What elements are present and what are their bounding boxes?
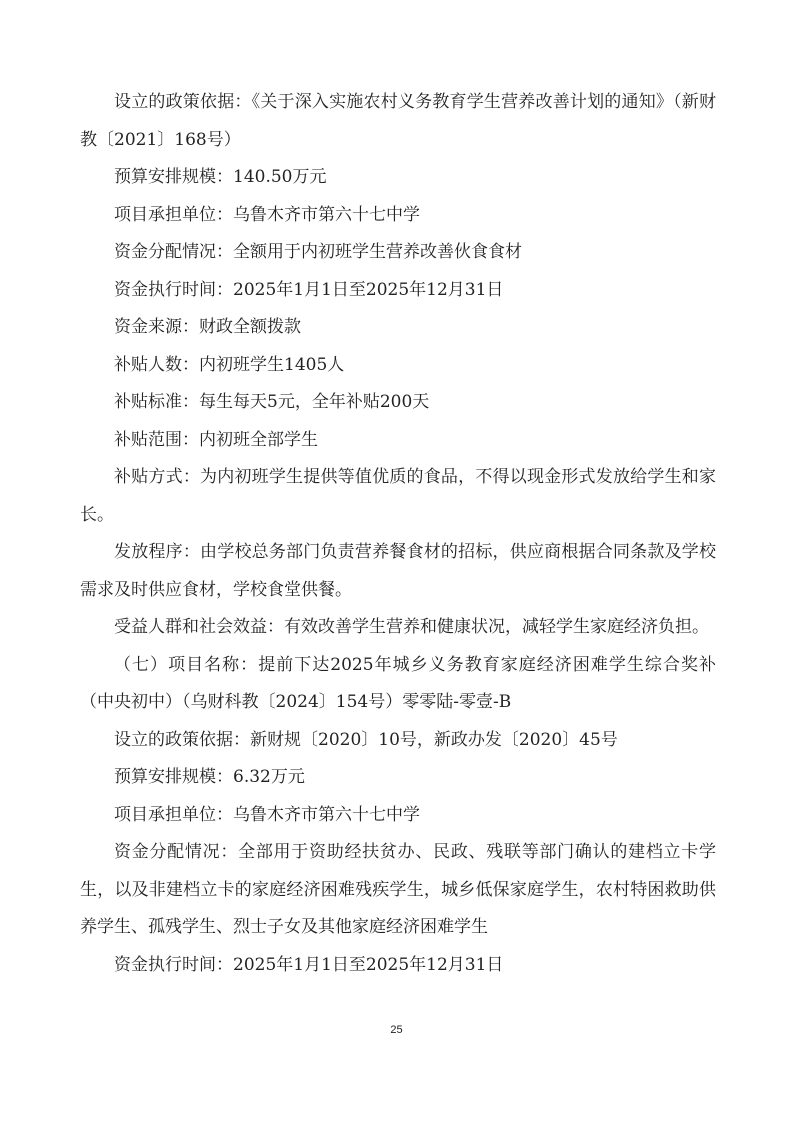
beneficiaries-paragraph: 受益人群和社会效益：有效改善学生营养和健康状况，减轻学生家庭经济负担。 [114, 617, 709, 637]
execution-time-paragraph-2: 资金执行时间：2025年1月1日至2025年12月31日 [114, 954, 504, 975]
policy-basis-paragraph: 设立的政策依据：《关于深入实施农村义务教育学生营养改善计划的通知》（新财教〔2021〕168号） [80, 92, 716, 150]
fund-allocation-paragraph-2: 资金分配情况：全部用于资助经扶贫办、民政、残联等部门确认的建档立卡学生，以及非建档立卡的家庭经济困难残疾学生，城乡低保家庭学生，农村特困救助供养学生、孤残学生、烈士子女及其他家庭经济困难学生 [80, 842, 716, 937]
budget-scale-paragraph: 预算安排规模：140.50万元 [114, 167, 327, 187]
budget-scale-paragraph-2: 预算安排规模：6.32万元 [114, 767, 305, 787]
fund-source-paragraph: 资金来源：财政全额拨款 [114, 317, 301, 337]
undertaking-unit-paragraph: 项目承担单位：乌鲁木齐市第六十七中学 [114, 204, 420, 225]
distribution-procedure-paragraph: 发放程序：由学校总务部门负责营养餐食材的招标，供应商根据合同条款及学校需求及时供应食材，学校食堂供餐。 [80, 542, 716, 600]
subsidy-standard-paragraph: 补贴标准：每生每天5元，全年补贴200天 [114, 392, 430, 412]
execution-time-paragraph: 资金执行时间：2025年1月1日至2025年12月31日 [114, 279, 504, 300]
project-seven-heading: （七）项目名称：提前下达2025年城乡义务教育家庭经济困难学生综合奖补（中央初中）（乌财科教〔2024〕154号）零零陆-零壹-B [80, 654, 716, 712]
fund-allocation-paragraph: 资金分配情况：全额用于内初班学生营养改善伙食食材 [114, 242, 522, 262]
page-number: 25 [390, 1024, 403, 1036]
policy-basis-paragraph-2: 设立的政策依据：新财规〔2020〕10号，新政办发〔2020〕45号 [114, 729, 618, 750]
subsidy-method-paragraph: 补贴方式：为内初班学生提供等值优质的食品，不得以现金形式发放给学生和家长。 [80, 467, 716, 525]
subsidy-scope-paragraph: 补贴范围：内初班全部学生 [114, 429, 318, 450]
subsidy-count-paragraph: 补贴人数：内初班学生1405人 [114, 354, 345, 375]
undertaking-unit-paragraph-2: 项目承担单位：乌鲁木齐市第六十七中学 [114, 804, 420, 825]
document-body [80, 84, 716, 984]
